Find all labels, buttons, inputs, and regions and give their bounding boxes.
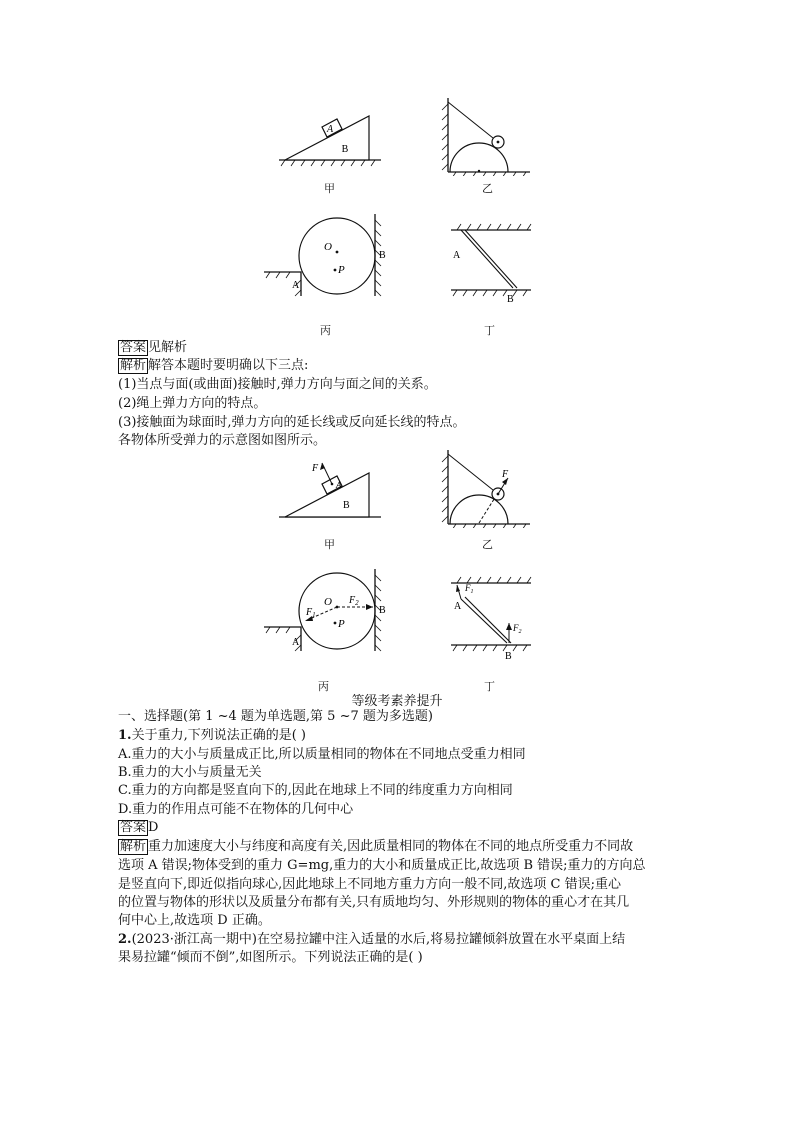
analysis-intro: 解答本题时要明确以下三点:: [148, 358, 309, 373]
figure-ding-bottom: [445, 575, 535, 663]
svg-text:P: P: [338, 618, 345, 630]
figure-ding-top: [445, 222, 535, 304]
q1-analysis-line-4: 的位置与物体的形状以及质量分布都有关,只有质地均匀、外形规则的物体的重心才在其几: [118, 895, 630, 910]
q1-analysis-line-2: 选项 A 错误;物体受到的重力 G=mg,重力的大小和质量成正比,故选项 B 错误;重力的方向总: [118, 858, 646, 873]
caption-jia-bottom: 甲: [324, 538, 335, 551]
caption-bing-bottom: 丙: [318, 680, 329, 693]
svg-text:A: A: [454, 601, 462, 612]
q2-line-2: 果易拉罐“倾而不倒”,如图所示。下列说法正确的是( ): [118, 950, 423, 965]
q1-stem: 1.关于重力,下列说法正确的是( ): [118, 728, 306, 743]
svg-text:B: B: [379, 605, 386, 616]
analysis-summary: 各物体所受弹力的示意图如图所示。: [118, 433, 327, 448]
q1-option-d: D.重力的作用点可能不在物体的几何中心: [118, 802, 354, 817]
svg-text:F1: $F_1$: [306, 607, 316, 619]
svg-text:B: B: [343, 500, 350, 511]
figure-jia-top: [275, 110, 385, 170]
figure-jia-bottom: [275, 455, 385, 523]
analysis-point-1: (1)当点与面(或曲面)接触时,弹力方向与面之间的关系。: [118, 377, 437, 392]
svg-text:B: B: [379, 250, 386, 261]
figure-bing-top: [262, 210, 387, 300]
svg-text:F: F: [312, 463, 319, 474]
svg-text:A: A: [292, 280, 300, 291]
part-header: 一、选择题(第 1 ~4 题为单选题,第 5 ~7 题为多选题): [118, 709, 433, 724]
svg-text:O: O: [324, 241, 332, 253]
svg-text:O: O: [324, 596, 332, 608]
caption-yi-bottom: 乙: [482, 538, 493, 551]
analysis-tag: 解析: [120, 358, 147, 373]
label-B: B: [341, 144, 349, 155]
caption-bing-top: 丙: [320, 324, 331, 337]
q1-option-c: C.重力的方向都是竖直向下的,因此在地球上不同的纬度重力方向相同: [118, 783, 513, 798]
section-title: 等级考素养提升: [351, 694, 443, 709]
svg-text:B: B: [505, 651, 512, 662]
figure-yi-top: [440, 96, 535, 176]
analysis-point-3: (3)接触面为球面时,弹力方向的延长线或反向延长线的特点。: [118, 415, 466, 430]
analysis-point-2: (2)绳上弹力方向的特点。: [118, 396, 267, 411]
label-A: A: [326, 124, 334, 135]
caption-ding-bottom: 丁: [484, 680, 495, 693]
svg-text:B: B: [507, 294, 514, 304]
q1-analysis-line-5: 何中心上,故选项 D 正确。: [118, 913, 271, 928]
caption-ding-top: 丁: [484, 324, 495, 337]
analysis-tag: 解析: [120, 839, 147, 854]
figure-yi-bottom: [440, 448, 535, 528]
answer-text: 见解析: [148, 340, 188, 355]
svg-text:A: A: [453, 250, 461, 261]
svg-text:A: A: [336, 480, 342, 490]
svg-text:P: P: [338, 264, 345, 276]
svg-text:F2: $F_2$: [513, 623, 522, 635]
svg-text:F: F: [502, 469, 509, 480]
figure-bing-bottom: [262, 565, 387, 655]
q1-answer-value: D: [148, 820, 159, 835]
caption-yi-top: 乙: [482, 182, 493, 195]
q1-option-a: A.重力的大小与质量成正比,所以质量相同的物体在不同地点受重力相同: [118, 747, 526, 762]
q2-line-1: 2.(2023·浙江高一期中)在空易拉罐中注入适量的水后,将易拉罐倾斜放置在水平桌面上结: [118, 932, 626, 947]
answer-tag: 答案: [120, 820, 147, 835]
svg-text:A: A: [292, 637, 300, 648]
caption-jia-top: 甲: [324, 182, 335, 195]
analysis-line-1: [118, 357, 308, 374]
svg-text:F1: $F_1$: [465, 583, 474, 595]
q1-analysis-line-1: 解析 重力加速度大小与纬度和高度有关,因此质量相同的物体在不同的地点所受重力不同故: [120, 839, 634, 854]
q1-answer: [118, 819, 158, 836]
q1-option-b: B.重力的大小与质量无关: [118, 765, 262, 780]
answer-tag: 答案: [120, 340, 147, 355]
q1-analysis-line-3: 是竖直向下,即近似指向球心,因此地球上不同地方重力方向一般不同,故选项 C 错误;重心: [118, 877, 621, 892]
svg-text:F2: $F_2$: [349, 595, 359, 607]
answer-line-1: [118, 339, 187, 356]
